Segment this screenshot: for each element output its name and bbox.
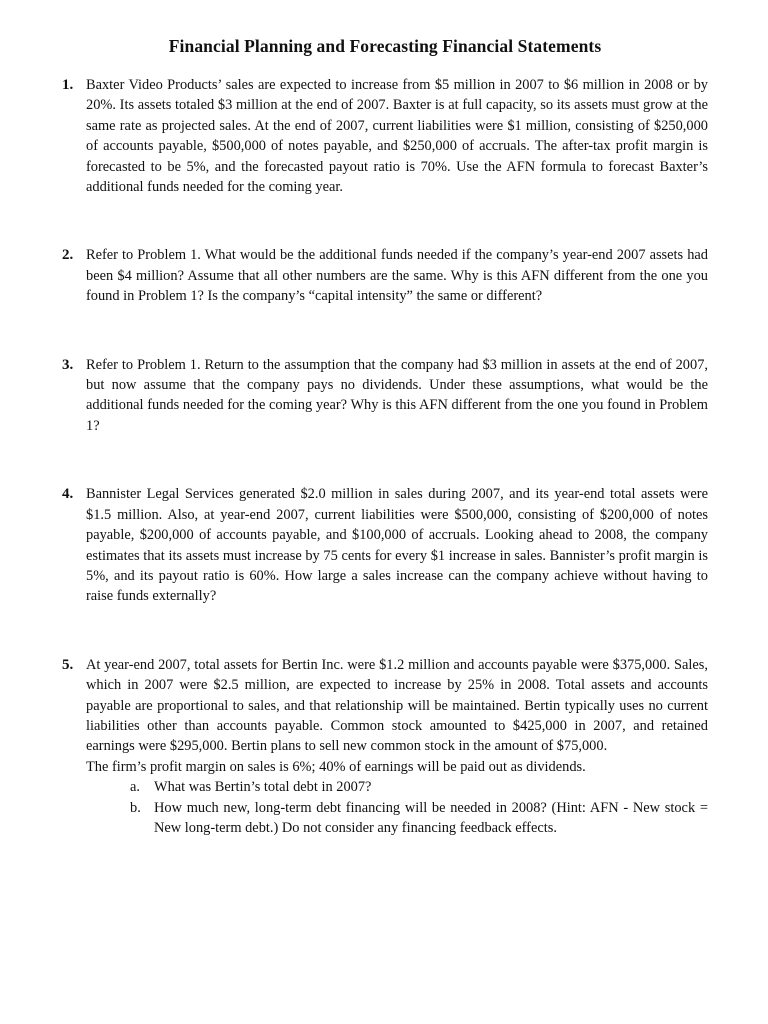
problem-text: Baxter Video Products’ sales are expected to increase from $5 million in 2007 to $6 million in 2008 or by 20%. Its assets totaled $3 million at the end of 2007. Baxter is at full capacity, so its assets must grow at the same rate as projected sales. At the end of 2007, current liabilities were $1 million, consisting of $250,000 of accounts payable, $500,000 of notes payable, and $250,000 of accruals. The after-tax profit margin is forecasted to be 5%, and the forecasted payout ratio is 70%. Use the AFN formula to forecast Baxter’s additional funds needed for the coming year. — [86, 77, 708, 196]
problem-text-continued: The firm’s profit margin on sales is 6%; 40% of earnings will be paid out as dividends. — [86, 758, 586, 775]
problem-number: 5. — [62, 656, 74, 673]
sub-question-letter: a. — [130, 779, 140, 796]
problem-5 — [62, 655, 708, 839]
problem-text: Refer to Problem 1. What would be the additional funds needed if the company’s year-end 2007 assets had been $4 million? Assume that all other numbers are the same. Why is this AFN different from the one you found in Problem 1? Is the company’s “capital intensity” the same or different? — [86, 247, 708, 305]
sub-question-b — [130, 798, 708, 839]
problem-number: 3. — [62, 356, 74, 373]
sub-question-a — [130, 777, 708, 797]
problem-text: Bannister Legal Services generated $2.0 million in sales during 2007, and its year-end total assets were $1.5 million. Also, at year-end 2007, current liabilities were $500,000, consisting of $200,000 of notes payable, $200,000 of accounts payable, and $100,000 of accruals. Looking ahead to 2008, the company estimates that its assets must increase by 75 cents for every $1 increase in sales. Bannister’s profit margin is 5%, and its payout ratio is 60%. How large a sales increase can the company achieve without having to raise funds externally? — [86, 486, 708, 605]
problem-text: At year-end 2007, total assets for Bertin Inc. were $1.2 million and accounts payable were $375,000. Sales, which in 2007 were $2.5 million, are expected to increase by 25% in 2008. Total assets and accounts payable are proportional to sales, and that relationship will be maintained. Bertin typically uses no current liabilities other than accounts payable. Common stock amounted to $425,000 in 2007, and retained earnings were $295,000. Bertin plans to sell new common stock in the amount of $75,000. — [86, 656, 708, 755]
sub-question-list — [86, 777, 708, 838]
page-title: Financial Planning and Forecasting Financial Statements — [168, 36, 602, 56]
problem-number: 4. — [62, 486, 74, 503]
problem-1 — [62, 75, 708, 197]
problem-number: 1. — [62, 77, 74, 93]
sub-question-text: How much new, long-term debt financing will be needed in 2008? (Hint: AFN - New stock = New long-term debt.) Do not consider any financing feedback effects. — [154, 799, 708, 836]
problem-text: Refer to Problem 1. Return to the assumption that the company had $3 million in assets at the end of 2007, but now assume that the company pays no dividends. Under these assumptions, what would be the additional funds needed for the coming year? Why is this AFN different from the one you found in Problem 1? — [86, 356, 708, 434]
problem-number: 2. — [62, 247, 74, 264]
sub-question-letter: b. — [130, 799, 141, 816]
problem-3 — [62, 355, 708, 437]
problem-4 — [62, 484, 708, 606]
sub-question-text: What was Bertin’s total debt in 2007? — [154, 779, 372, 796]
problem-2 — [62, 245, 708, 306]
